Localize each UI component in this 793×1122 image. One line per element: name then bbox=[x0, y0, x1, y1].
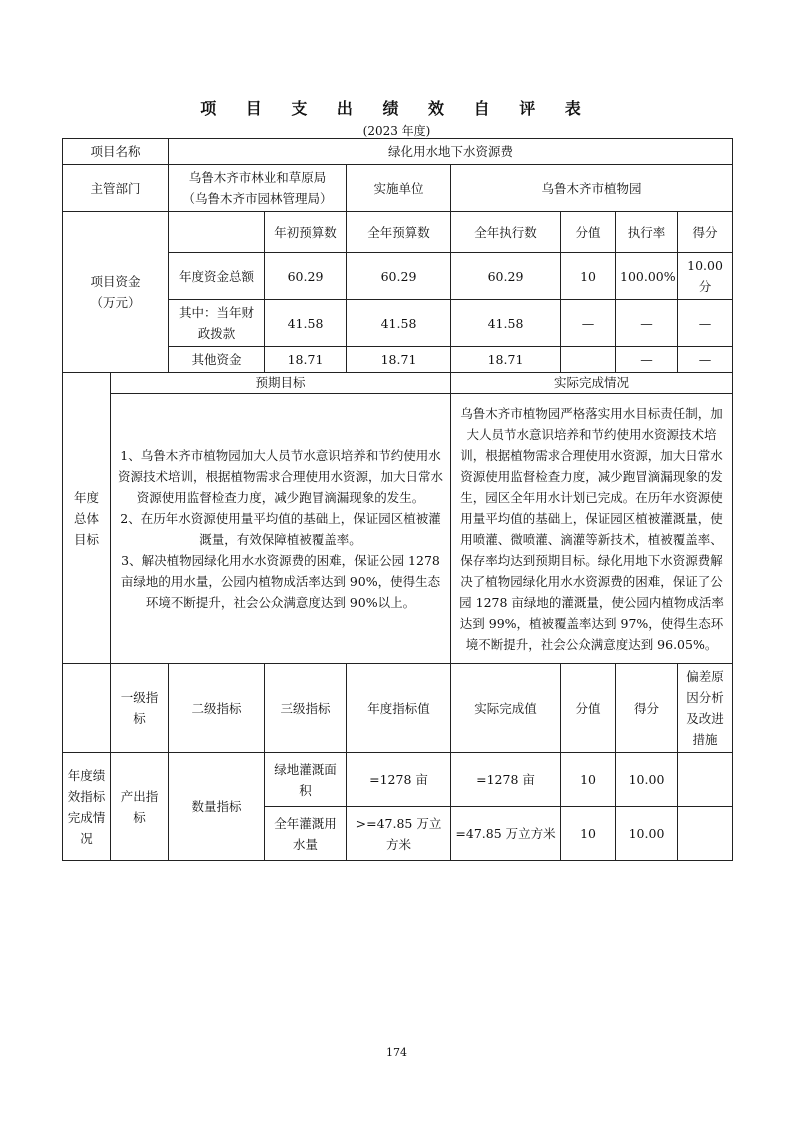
indicators-header-deviation: 偏差原因分析及改进措施 bbox=[678, 664, 733, 753]
indicator-score: 10.00 bbox=[616, 753, 678, 807]
goals-label-line3: 目标 bbox=[73, 531, 99, 547]
funds-label-line1: 项目资金 bbox=[90, 274, 141, 289]
funds-cell: 60.29 bbox=[347, 253, 451, 300]
indicator-score-value: 10 bbox=[561, 807, 616, 861]
expected-goal-2: 2、在历年水资源使用量平均值的基础上，保证园区植被灌溉量，有效保障植被覆盖率。 bbox=[120, 510, 441, 547]
indicators-header-level2: 二级指标 bbox=[169, 664, 265, 753]
indicator-level3: 全年灌溉用水量 bbox=[265, 807, 347, 861]
dept-value-line2: （乌鲁木齐市园林管理局） bbox=[182, 191, 333, 206]
project-name-value: 绿化用水地下水资源费 bbox=[169, 139, 733, 165]
indicator-annual: =1278 亩 bbox=[347, 753, 451, 807]
expected-goals-header: 预期目标 bbox=[111, 373, 451, 394]
page-subtitle: (2023 年度) bbox=[362, 124, 431, 138]
expected-goal-3: 3、解决植物园绿化用水水资源费的困难，保证公园 1278 亩绿地的用水量，公园内植物成活率达到 90%，使得生态环境不断提升，社会公众满意度达到 90%以上。 bbox=[120, 552, 441, 610]
funds-cell: — bbox=[616, 300, 678, 347]
page-title: 项 目 支 出 绩 效 自 评 表 bbox=[200, 99, 593, 118]
funds-cell: 60.29 bbox=[265, 253, 347, 300]
indicator-actual: =47.85 万立方米 bbox=[451, 807, 561, 861]
funds-cell: 60.29 bbox=[451, 253, 561, 300]
funds-header-initial: 年初预算数 bbox=[265, 212, 347, 253]
indicators-header-level1: 一级指标 bbox=[111, 664, 169, 753]
funds-row-fiscal-label: 其中：当年财政拨款 bbox=[169, 300, 265, 347]
funds-cell: 10 bbox=[561, 253, 616, 300]
indicators-header-annual: 年度指标值 bbox=[347, 664, 451, 753]
funds-cell: 41.58 bbox=[265, 300, 347, 347]
indicator-score-value: 10 bbox=[561, 753, 616, 807]
indicators-header-score-value: 分值 bbox=[561, 664, 616, 753]
funds-cell: 100.00% bbox=[616, 253, 678, 300]
indicator-actual: =1278 亩 bbox=[451, 753, 561, 807]
funds-header-annual: 全年预算数 bbox=[347, 212, 451, 253]
funds-cell: — bbox=[678, 300, 733, 347]
indicators-side-label: 年度绩效指标完成情况 bbox=[63, 753, 111, 861]
indicator-level2-value: 数量指标 bbox=[169, 753, 265, 861]
impl-label: 实施单位 bbox=[347, 165, 451, 212]
indicator-deviation bbox=[678, 753, 733, 807]
funds-cell: 18.71 bbox=[347, 347, 451, 373]
indicators-header-level3: 三级指标 bbox=[265, 664, 347, 753]
expected-goals-text bbox=[111, 394, 451, 664]
funds-header-blank bbox=[169, 212, 265, 253]
funds-cell: 41.58 bbox=[451, 300, 561, 347]
performance-table bbox=[62, 138, 733, 861]
project-name-label: 项目名称 bbox=[63, 139, 169, 165]
goals-label-line2: 总体 bbox=[73, 510, 99, 526]
indicator-level3: 绿地灌溉面积 bbox=[265, 753, 347, 807]
indicators-header-actual: 实际完成值 bbox=[451, 664, 561, 753]
funds-cell: — bbox=[616, 347, 678, 373]
funds-cell: 18.71 bbox=[451, 347, 561, 373]
funds-cell: 41.58 bbox=[347, 300, 451, 347]
goals-label-line1: 年度 bbox=[73, 489, 99, 505]
funds-header-score: 得分 bbox=[678, 212, 733, 253]
actual-goals-text: 乌鲁木齐市植物园严格落实用水目标责任制，加大人员节水意识培养和节约使用水资源技术培训，根据植物需求合理使用水资源，加大日常水资源使用监督检查力度，减少跑冒滴漏现象的发生，园区全年用水计划已完成。在历年水资源使用量平均值的基础上，保证园区植被灌溉量，使用喷灌、微喷灌、滴灌等新技术，植被覆盖率、保存率均达到预期目标。绿化用地下水资源费解决了植物园绿化用水水资源费的困难，保证了公园 1278 亩绿地的灌溉量，使公园内植物成活率达到 99%，植被覆盖率达到 97%，使得生态环境不断提升，社会公众满意度达到 96.05%。 bbox=[451, 394, 733, 664]
indicator-deviation bbox=[678, 807, 733, 861]
indicators-corner bbox=[63, 664, 111, 753]
indicator-level1-value: 产出指标 bbox=[111, 753, 169, 861]
dept-value bbox=[169, 165, 347, 212]
funds-cell: — bbox=[678, 347, 733, 373]
funds-header-score-value: 分值 bbox=[561, 212, 616, 253]
page-number: 174 bbox=[386, 1046, 407, 1059]
funds-label-line2: （万元） bbox=[90, 295, 141, 310]
indicator-score: 10.00 bbox=[616, 807, 678, 861]
funds-cell: 10.00 分 bbox=[678, 253, 733, 300]
dept-label: 主管部门 bbox=[63, 165, 169, 212]
funds-row-other-label: 其他资金 bbox=[169, 347, 265, 373]
funds-header-executed: 全年执行数 bbox=[451, 212, 561, 253]
dept-value-line1: 乌鲁木齐市林业和草原局 bbox=[188, 170, 327, 185]
actual-goals-header: 实际完成情况 bbox=[451, 373, 733, 394]
funds-row-total-label: 年度资金总额 bbox=[169, 253, 265, 300]
funds-label bbox=[63, 212, 169, 373]
funds-cell: — bbox=[561, 300, 616, 347]
funds-cell bbox=[561, 347, 616, 373]
funds-cell: 18.71 bbox=[265, 347, 347, 373]
impl-value: 乌鲁木齐市植物园 bbox=[451, 165, 733, 212]
funds-header-rate: 执行率 bbox=[616, 212, 678, 253]
indicators-header-score: 得分 bbox=[616, 664, 678, 753]
expected-goal-1: 1、乌鲁木齐市植物园加大人员节水意识培养和节约使用水资源技术培训，根据植物需求合理使用水资源，加大日常水资源使用监督检查力度，减少跑冒滴漏现象的发生。 bbox=[118, 447, 444, 505]
indicator-annual: >=47.85 万立方米 bbox=[347, 807, 451, 861]
goals-label bbox=[63, 373, 111, 664]
